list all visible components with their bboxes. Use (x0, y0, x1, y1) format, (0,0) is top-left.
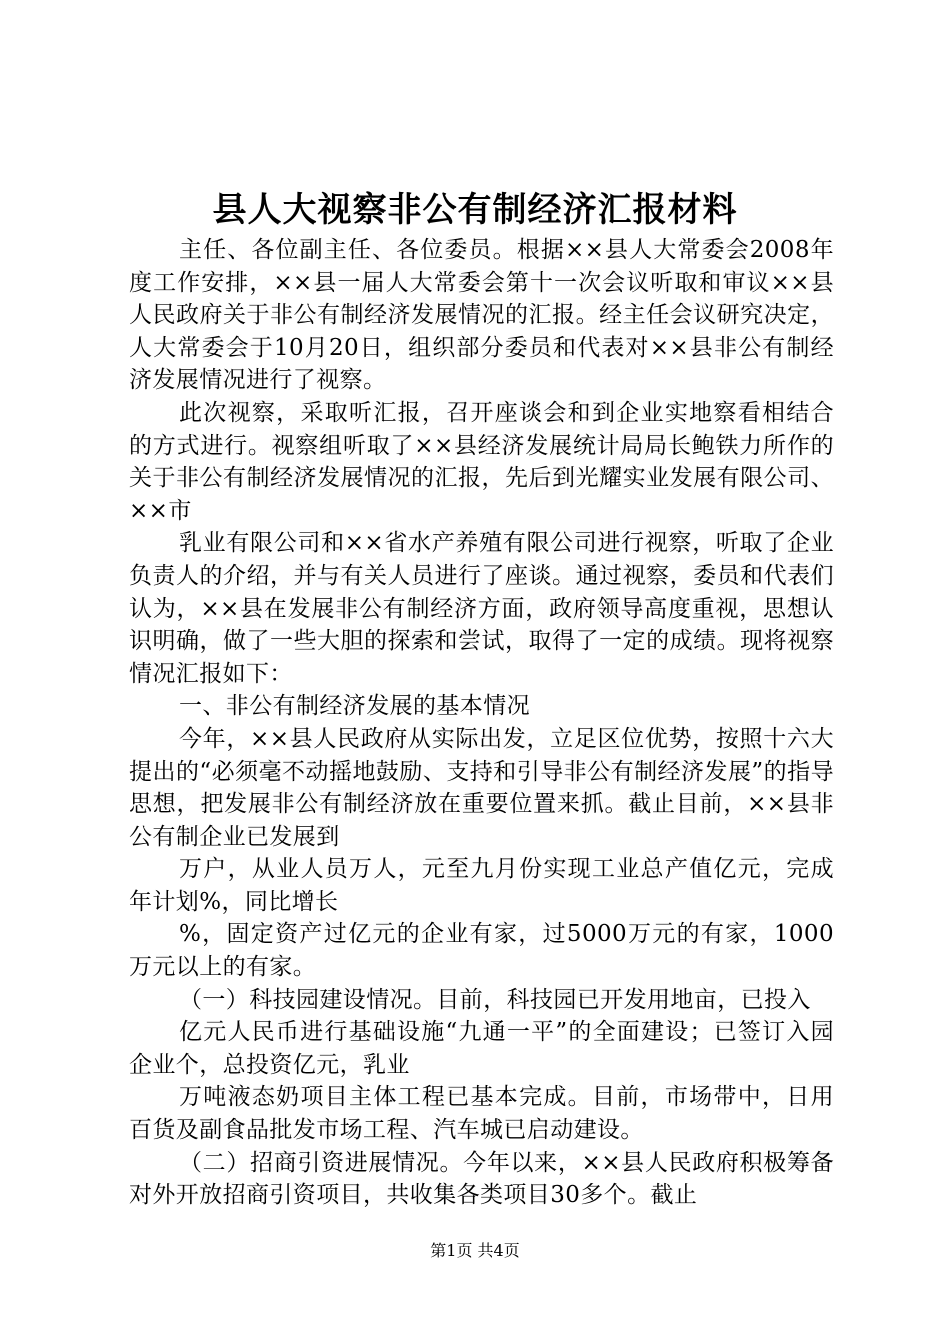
paragraph: 今年，××县人民政府从实际出发，立足区位优势，按照十六大提出的“必须毫不动摇地鼓励、支持和引导非公有制经济发展”的指导思想，把发展非公有制经济放在重要位置来抓。截止目前，××县非公有制企业已发展到 (129, 725, 834, 850)
subsection-paragraph: （一）科技园建设情况。目前，科技园已开发用地亩，已投入 (179, 986, 811, 1013)
paragraph: 万户，从业人员万人，元至九月份实现工业总产值亿元，完成年计划%，同比增长 (129, 856, 834, 915)
paragraph: 此次视察，采取听汇报，召开座谈会和到企业实地察看相结合的方式进行。视察组听取了××县经济发展统计局局长鲍铁力所作的关于非公有制经济发展情况的汇报，先后到光耀实业发展有限公司、××市 (129, 399, 834, 524)
subsection-paragraph: （二）招商引资进展情况。今年以来，××县人民政府积极筹备对外开放招商引资项目，共收集各类项目30多个。截止 (129, 1149, 834, 1209)
page-number-footer: 第1页 共4页 (430, 1241, 520, 1260)
paragraph: 主任、各位副主任、各位委员。根据××县人大常委会2008年度工作安排，××县一届人大常委会第十一次会议听取和审议××县人民政府关于非公有制经济发展情况的汇报。经主任会议研究决定，人大常委会于10月20日，组织部分委员和代表对××县非公有制经济发展情况进行了视察。 (129, 237, 834, 394)
document-body (129, 234, 834, 1212)
paragraph: %，固定资产过亿元的企业有家，过5000万元的有家，1000万元以上的有家。 (129, 921, 834, 981)
paragraph: 万吨液态奶项目主体工程已基本完成。目前，市场带中，日用百货及副食品批发市场工程、汽车城已启动建设。 (129, 1084, 834, 1144)
document-title: 县人大视察非公有制经济汇报材料 (212, 190, 738, 230)
section-heading: 一、非公有制经济发展的基本情况 (179, 693, 530, 720)
paragraph: 乳业有限公司和××省水产养殖有限公司进行视察，听取了企业负责人的介绍，并与有关人员进行了座谈。通过视察，委员和代表们认为，××县在发展非公有制经济方面，政府领导高度重视，思想认识明确，做了一些大胆的探索和尝试，取得了一定的成绩。现将视察情况汇报如下： (129, 530, 834, 687)
paragraph: 亿元人民币进行基础设施“九通一平”的全面建设；已签订入园企业个，总投资亿元，乳业 (129, 1019, 834, 1078)
